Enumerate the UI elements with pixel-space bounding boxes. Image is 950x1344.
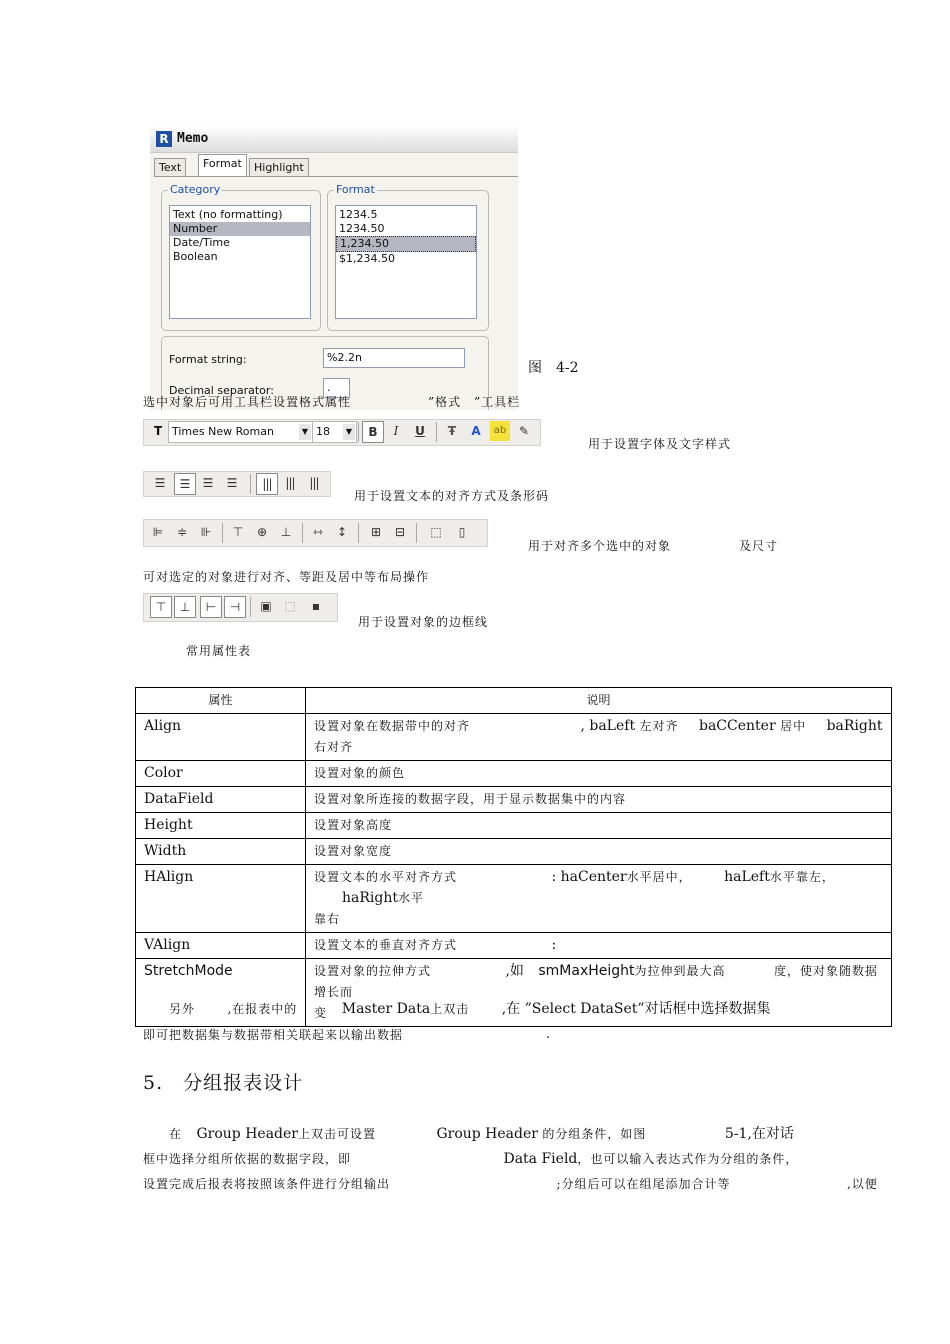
frame-toolbar bbox=[143, 593, 338, 622]
font-size-select[interactable] bbox=[312, 421, 357, 443]
frame-left-icon[interactable]: ⊢ bbox=[200, 596, 222, 618]
toolbar-description: 用于对齐多个选中的对象 bbox=[528, 539, 672, 553]
toolbar-separator bbox=[222, 523, 223, 543]
list-item[interactable]: $1,234.50 bbox=[339, 252, 395, 265]
format-list[interactable] bbox=[335, 205, 477, 319]
space-vertical-icon[interactable]: ↕ bbox=[336, 525, 348, 539]
bold-button[interactable]: B bbox=[362, 421, 384, 443]
table-header-cell: 属性 bbox=[136, 688, 306, 714]
center-horizontal-icon[interactable]: ⊞ bbox=[370, 525, 382, 539]
dialog-title: Memo bbox=[177, 131, 209, 146]
toolbar-separator bbox=[302, 523, 303, 543]
table-row bbox=[136, 865, 892, 933]
chevron-down-icon: ▼ bbox=[343, 424, 355, 440]
align-justify-icon[interactable]: ☰ bbox=[226, 476, 238, 490]
barcode-icon[interactable]: ||| bbox=[285, 476, 295, 490]
list-item[interactable]: 1234.5 bbox=[339, 208, 378, 221]
list-item[interactable]: Date/Time bbox=[173, 236, 230, 249]
align-left-icon[interactable]: ☰ bbox=[154, 476, 166, 490]
category-list[interactable] bbox=[169, 205, 311, 319]
frame-bottom-icon[interactable]: ⊥ bbox=[174, 596, 196, 618]
toolbar-description: 及尺寸 bbox=[739, 539, 779, 553]
font-toolbar bbox=[143, 419, 541, 446]
list-item[interactable]: 1234.50 bbox=[339, 222, 385, 235]
align-rights-icon[interactable]: ⊪ bbox=[200, 525, 212, 539]
paragraph-line: 框中选择分组所依据的数据字段，即 Data Field，也可以输入表达式作为分组的条件， bbox=[143, 1151, 799, 1167]
property-description: 设置对象高度 bbox=[306, 813, 892, 839]
text-format-icon[interactable]: Ŧ bbox=[447, 424, 457, 438]
toolbar-description: 用于设置字体及文字样式 bbox=[588, 437, 732, 451]
property-description: 设置对象宽度 bbox=[306, 839, 892, 865]
toolbar-description: 用于设置文本的对齐方式及条形码 bbox=[354, 489, 550, 503]
format-label: Format bbox=[336, 183, 375, 196]
space-horizontal-icon[interactable]: ⇿ bbox=[312, 525, 324, 539]
category-group bbox=[161, 183, 321, 331]
category-label: Category bbox=[170, 183, 221, 196]
paragraph-line: 可对选定的对象进行对齐、等距及居中等布局操作 bbox=[143, 570, 430, 584]
properties-table bbox=[135, 687, 892, 1027]
list-item[interactable]: Number bbox=[170, 222, 310, 236]
frame-none-icon[interactable]: ⬚ bbox=[284, 599, 296, 613]
fastreport-logo-icon: R bbox=[156, 131, 172, 147]
property-description: 设置对象的拉伸方式 ,如 smMaxHeight为拉伸到最大高 度，使对象随数据增长而 变 bbox=[306, 959, 892, 1027]
object-align-toolbar bbox=[143, 519, 488, 547]
property-name: Color bbox=[136, 761, 306, 787]
table-row bbox=[136, 714, 892, 761]
table-row bbox=[136, 761, 892, 787]
property-name: Height bbox=[136, 813, 306, 839]
center-vertical-icon[interactable]: ⊟ bbox=[394, 525, 406, 539]
decimal-separator-label: Decimal separator: bbox=[169, 384, 274, 397]
frame-top-icon[interactable]: ⊤ bbox=[150, 596, 172, 618]
frame-right-icon[interactable]: ⊣ bbox=[224, 596, 246, 618]
align-centers-icon[interactable]: ≑ bbox=[176, 525, 188, 539]
underline-button[interactable]: U bbox=[415, 424, 425, 438]
barcode-icon[interactable]: ||| bbox=[256, 473, 278, 495]
table-header-row bbox=[136, 688, 892, 714]
eraser-icon[interactable]: ✎ bbox=[518, 424, 530, 438]
table-row bbox=[136, 813, 892, 839]
font-name-value: Times New Roman bbox=[172, 425, 274, 438]
paragraph-line: ”格式 ”工具栏 bbox=[428, 395, 521, 409]
property-name: VAlign bbox=[136, 933, 306, 959]
tab-format[interactable]: Format bbox=[198, 154, 247, 177]
same-height-icon[interactable]: ▯ bbox=[458, 525, 466, 539]
memo-dialog bbox=[150, 126, 521, 410]
format-string-input[interactable]: %2.2n bbox=[323, 348, 465, 368]
list-item[interactable]: Boolean bbox=[173, 250, 218, 263]
align-middles-icon[interactable]: ⊕ bbox=[256, 525, 268, 539]
font-name-select[interactable] bbox=[168, 421, 313, 443]
table-row bbox=[136, 933, 892, 959]
barcode-icon[interactable]: ||| bbox=[309, 476, 319, 490]
text-align-toolbar bbox=[143, 471, 331, 497]
font-size-value: 18 bbox=[316, 425, 330, 438]
list-item[interactable]: 1,234.50 bbox=[336, 236, 476, 252]
tab-divider bbox=[154, 176, 518, 177]
tab-text[interactable]: Text bbox=[154, 158, 186, 177]
highlight-color-icon[interactable]: ab bbox=[490, 421, 510, 441]
property-description: 设置对象所连接的数据字段，用于显示数据集中的内容 bbox=[306, 787, 892, 813]
toolbar-separator bbox=[250, 597, 251, 617]
paragraph-line: 选中对象后可用工具栏设置格式属性 bbox=[143, 395, 352, 409]
font-color-icon[interactable]: A bbox=[471, 424, 481, 438]
section-heading: 5. 分组报表设计 bbox=[143, 1072, 304, 1094]
table-row bbox=[136, 787, 892, 813]
format-group bbox=[327, 183, 489, 331]
table-row bbox=[136, 839, 892, 865]
chevron-down-icon: ▼ bbox=[299, 424, 311, 440]
property-name: Width bbox=[136, 839, 306, 865]
paragraph-line: 另外 ,在报表中的 Master Data上双击 ,在 ”Select DataSet”对话框中选择数据集 bbox=[143, 1001, 771, 1017]
tab-highlight[interactable]: Highlight bbox=[249, 158, 309, 177]
paragraph-line: 即可把数据集与数据带相关联起来以输出数据 bbox=[143, 1028, 404, 1042]
table-title: 常用属性表 bbox=[186, 644, 252, 658]
align-tops-icon[interactable]: ⊤ bbox=[232, 525, 244, 539]
property-description: 设置对象在数据带中的对齐 , baLeft 左对齐 baCCenter 居中 baRight 右对齐 bbox=[306, 714, 892, 761]
toolbar-separator bbox=[358, 422, 359, 442]
property-name: DataField bbox=[136, 787, 306, 813]
figure-caption: 图 4-2 bbox=[528, 360, 579, 376]
same-width-icon[interactable]: ⬚ bbox=[430, 525, 442, 539]
toolbar-separator bbox=[358, 523, 359, 543]
paragraph-line: . bbox=[546, 1027, 551, 1042]
align-bottoms-icon[interactable]: ⊥ bbox=[280, 525, 292, 539]
list-item[interactable]: Text (no formatting) bbox=[173, 208, 283, 221]
paragraph-line: 在 Group Header上双击可设置 Group Header 的分组条件，如图 5-1,在对话 bbox=[143, 1126, 794, 1142]
property-description: 设置文本的垂直对齐方式 : bbox=[306, 933, 892, 959]
align-right-icon[interactable]: ☰ bbox=[202, 476, 214, 490]
decimal-separator-input[interactable]: . bbox=[323, 378, 350, 398]
table-header-cell: 说明 bbox=[306, 688, 892, 714]
property-description: 设置对象的颜色 bbox=[306, 761, 892, 787]
toolbar-separator bbox=[416, 523, 417, 543]
property-description: 设置文本的水平对齐方式 : haCenter水平居中， haLeft水平靠左， haRight水平 靠右 bbox=[306, 865, 892, 933]
property-name: HAlign bbox=[136, 865, 306, 933]
format-string-label: Format string: bbox=[169, 353, 247, 366]
align-center-icon[interactable]: ☰ bbox=[174, 473, 196, 495]
toolbar-separator bbox=[436, 422, 437, 442]
dialog-titlebar bbox=[150, 126, 518, 153]
toolbar-separator bbox=[250, 474, 251, 494]
paragraph-line: 设置完成后报表将按照该条件进行分组输出 ;分组后可以在组尾添加合计等 ,以便 bbox=[143, 1177, 878, 1191]
italic-button[interactable]: I bbox=[393, 424, 399, 438]
align-lefts-icon[interactable]: ⊫ bbox=[152, 525, 164, 539]
font-type-icon: T bbox=[154, 424, 163, 438]
property-name: StretchMode bbox=[136, 959, 306, 1027]
property-name: Align bbox=[136, 714, 306, 761]
frame-all-icon[interactable]: ▣ bbox=[260, 599, 272, 613]
shadow-icon[interactable]: ▪ bbox=[311, 599, 321, 613]
toolbar-description: 用于设置对象的边框线 bbox=[358, 615, 489, 629]
